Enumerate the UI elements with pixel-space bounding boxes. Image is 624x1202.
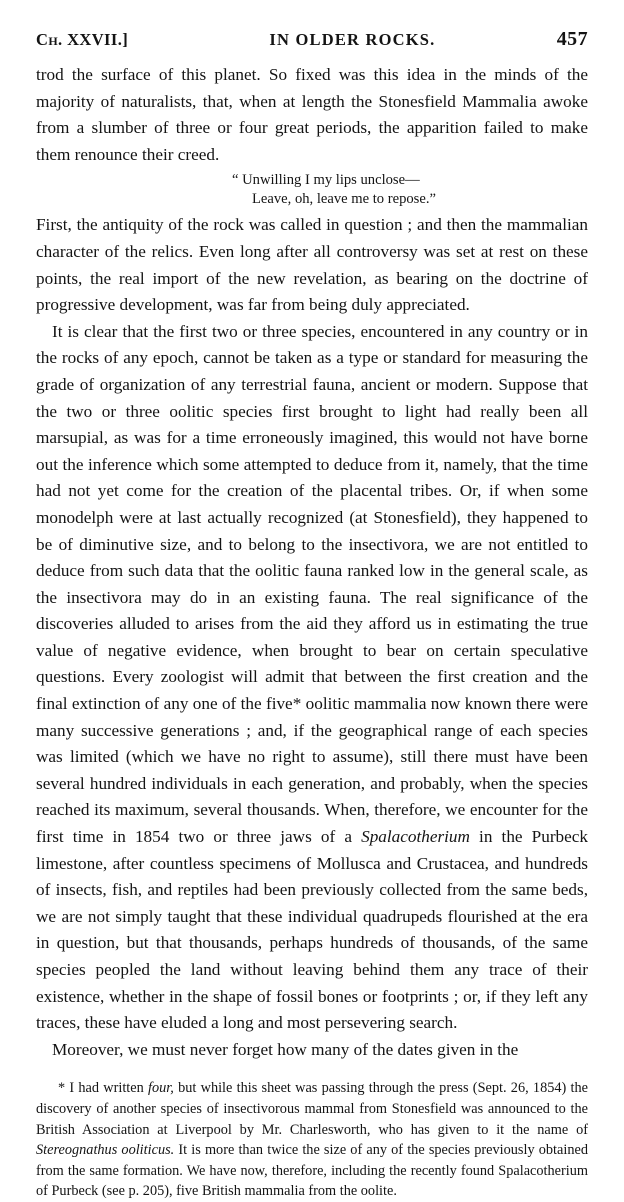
footnote-italic-four: four,	[148, 1080, 174, 1097]
footnote-species-name: Stereognathus ooliticus.	[36, 1142, 175, 1159]
chapter-label: Ch. XXVII.]	[36, 30, 129, 49]
verse-line-1: “ Unwilling I my lips unclose—	[232, 172, 420, 189]
verse-line-2: Leave, oh, leave me to repose.”	[252, 191, 436, 208]
paragraph-moreover: Moreover, we must never forget how many of the dates given in the	[52, 1039, 519, 1059]
footnote-text-a: * I had written	[58, 1080, 149, 1097]
running-title: IN OLDER ROCKS.	[269, 30, 436, 49]
body-text	[36, 62, 588, 1063]
footnote-text-c: It is more than twice the size of any of the species previously obtained from the same formation. We have now, therefore, including the recently found Spalacotherium of Purbeck (see p. 205), five British mammalia from the oolite.	[36, 1142, 588, 1200]
paragraph-main-argument	[36, 319, 588, 1037]
paragraph-main-text-a: It is clear that the first two or three species, encountered in any country or in the rocks of any epoch, cannot be taken as a type or standard for measuring the grade of organization of any terrestrial fauna, ancient or modern. Suppose that the two or three oolitic species first brought to light had really been all marsupial, as was for a time erroneously imagined, this would not have borne out the inference which some attempted to deduce from it, namely, that the time had not yet come for the creation of the placental tribes. Or, if when some monodelph were at last actually recognized (at Stonesfield), they happened to be of diminutive size, and to belong to the insectivora, we are not entitled to deduce from such data that the oolitic fauna ranked low in the general scale, as the insectivora may do in an existing fauna. The real significance of the discoveries alluded to arises from the aid they afford us in estimating the true value of negative evidence, when brought to bear on certain speculative questions. Every zoologist will admit that between the first creation and the final extinction of any one of the five* oolitic mammalia now known there were many successive generations ; and, if the geographical range of each species was limited (which we have no right to assume), still there must have been several hundred individuals in each generation, and probably, when the species reached its maximum, several thousands. When, therefore, we encounter for the first time in 1854 two or three jaws of a	[36, 321, 588, 847]
verse-quotation	[36, 171, 588, 209]
footnote-text-b: but while this sheet was passing through the press (Sept. 26, 1854) the discovery of another species of insectivorous mammal from Stonesfield was announced to the British Association at Liverpool by Mr. Charlesworth, who has given to it the name of	[36, 1080, 588, 1138]
paragraph-continued: trod the surface of this planet. So fixed was this idea in the minds of the majority of naturalists, that, when at length the Stonesfield Mammalia awoke from a slumber of three or four great periods, the apparition failed to make them renounce their creed.	[36, 65, 588, 164]
paragraph-antiquity: First, the antiquity of the rock was called in question ; and then the mammalian character of the relics. Even long after all controversy was set at rest on these points, the real import of the new revelation, as bearing on the doctrine of progressive development, was far from being duly appreciated.	[36, 215, 588, 315]
footnote	[36, 1078, 588, 1202]
page-number: 457	[556, 28, 588, 50]
running-head	[36, 28, 588, 62]
genus-name-italic: Spalacotherium	[361, 827, 470, 847]
paragraph-main-text-b: in the Purbeck limestone, after countless specimens of Mollusca and Crustacea, and hundreds of insects, fish, and reptiles had been previously collected from the same beds, we are not simply taught that these individual quadrupeds flourished at the era in question, but that thousands, perhaps hundreds of thousands, of the same species peopled the land without leaving behind them any trace of their existence, whether in the shape of fossil bones or footprints ; or, if they left any traces, these have eluded a long and most persevering search.	[36, 827, 588, 1033]
